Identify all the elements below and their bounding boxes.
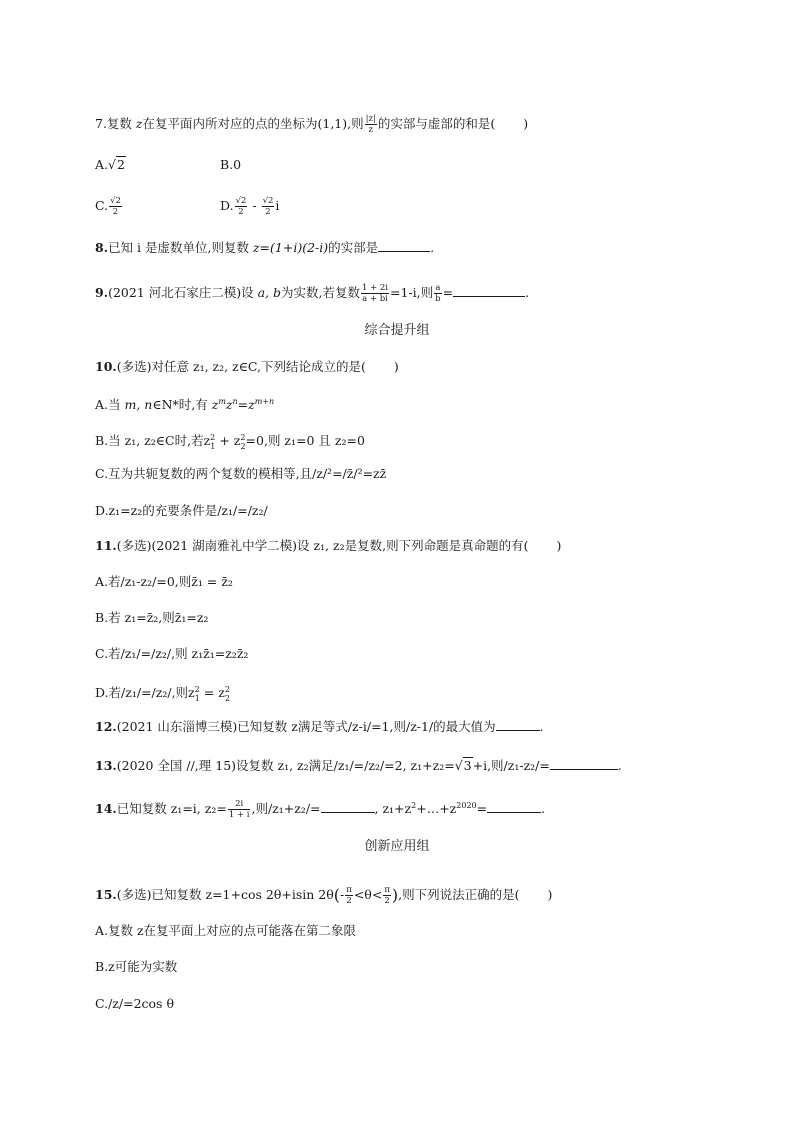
q10-opt-b-a: B.当 z₁, z₂∈C时,若z — [95, 433, 211, 449]
q7-opt-d-frac1 — [235, 196, 248, 217]
q10-number: 10. — [95, 359, 117, 374]
q7-opt-d-i: i — [275, 198, 280, 213]
q10-opt-b-c: =0,则 z₁=0 且 z₂=0 — [245, 433, 365, 449]
q10-text: (多选)对任意 z₁, z₂, z∈C,下列结论成立的是( — [116, 359, 366, 374]
question-12 — [95, 719, 544, 735]
q7-opt-d-frac2 — [262, 196, 275, 217]
q12-answer-blank[interactable] — [496, 729, 540, 731]
q14-text-a: 已知复数 z₁=i, z₂= — [116, 801, 227, 817]
q14-answer-blank-1[interactable] — [321, 811, 375, 813]
q7-opt-c-label: C. — [95, 198, 109, 213]
q7-frac-num: |z| — [365, 114, 376, 124]
q12-text: (2021 山东淄博三模)已知复数 z满足等式/z-i/=1,则/z-1/的最大值为 — [116, 719, 496, 734]
q15-range-minus: - — [340, 887, 345, 902]
q7-option-c — [95, 196, 123, 217]
q13-text-a: (2020 全国 //,理 15)设复数 z₁, z₂满足/z₁/=/z₂/=2, z₁+z₂= — [116, 758, 455, 773]
q7-opt-c-frac — [109, 196, 122, 217]
q7-opt-c-num: √2 — [110, 196, 121, 206]
q10-opt-a-b: m, n — [124, 397, 153, 413]
q7-opt-d-num2: √2 — [262, 196, 274, 206]
q15-text-a: (多选)已知复数 z=1+cos 2θ+isin 2θ — [116, 887, 334, 902]
q9-text-a: (2021 河北石家庄二模)设 — [108, 285, 258, 300]
q10-option-d: D.z₁=z₂的充要条件是/z₁/=/z₂/ — [95, 503, 268, 518]
q14-frac-num: 2i — [228, 799, 251, 810]
q14-text-e: = — [476, 801, 488, 817]
q14-text-c: , z₁+z — [374, 801, 412, 817]
q7-opt-a-rad: 2 — [116, 157, 125, 172]
q11-opt-d-sub2: $^2_2$ — [224, 685, 231, 703]
q7-close: ) — [523, 116, 529, 131]
q11-text: (多选)(2021 湖南雅礼中学二模)设 z₁, z₂是复数,则下列命题是真命题的有( — [116, 538, 529, 553]
q15-number: 15. — [95, 887, 117, 902]
q15-option-b: B.z可能为实数 — [95, 959, 178, 974]
q9-frac-num: 1 + 2i — [361, 283, 389, 293]
q11-option-a: A.若/z₁-z₂/=0,则z̄₁ = z̄₂ — [95, 574, 233, 589]
q9-answer-blank[interactable] — [453, 295, 525, 297]
q8-text-b: 的实部是 — [328, 240, 379, 255]
q7-opt-d-den1: 2 — [238, 207, 244, 217]
q7-fraction — [365, 114, 377, 135]
q10-opt-b-b: + z — [215, 433, 241, 449]
q12-end: . — [539, 719, 544, 734]
q15-option-c: C./z/=2cos θ — [95, 996, 174, 1011]
q11-opt-d-a: D.若/z₁/=/z₂/,则z — [95, 685, 195, 701]
q15-option-a: A.复数 z在复平面上对应的点可能落在第二象限 — [95, 923, 357, 938]
q15-range-close: ) — [391, 885, 399, 905]
q10-option-b — [95, 430, 365, 455]
q13-number: 13. — [95, 758, 117, 773]
q7-option-b: B.0 — [220, 157, 242, 172]
q7-opt-a-sqrt: √2 — [108, 157, 125, 172]
q15-close: ) — [547, 887, 553, 902]
q7-frac-den: z — [368, 125, 373, 135]
q11-opt-d-sub1: $^2_1$ — [194, 685, 200, 703]
q14-text-b: ,则/z₁+z₂/= — [251, 801, 321, 817]
question-13 — [95, 758, 622, 774]
q15-frac-right-num: π — [384, 885, 390, 895]
q9-frac2-num: a — [435, 283, 441, 293]
q8-text-a: 已知 i 是虚数单位,则复数 — [108, 240, 253, 255]
q14-frac-den: 1 + i — [228, 810, 250, 821]
q15-frac-left-num: π — [346, 885, 352, 895]
q14-sup-2020: 2020 — [456, 801, 477, 810]
q11-option-d — [95, 682, 230, 707]
q13-text-b: +i,则/z₁-z₂/= — [472, 758, 550, 773]
q14-text-d: +…+z — [416, 801, 457, 817]
q7-text-b: 在复平面内所对应的点的坐标为(1,1),则 — [142, 116, 364, 131]
q15-lt: <θ< — [353, 887, 383, 902]
q15-frac-right — [383, 885, 391, 906]
q7-opt-d-den2: 2 — [265, 207, 271, 217]
q14-fraction — [228, 799, 251, 820]
q14-end: . — [541, 801, 546, 817]
q15-frac-left — [345, 885, 353, 906]
q15-frac-right-den: 2 — [384, 896, 390, 906]
q11-number: 11. — [95, 538, 117, 553]
q9-text-b: 为实数,若复数 — [280, 285, 360, 300]
q9-frac2-den: b — [435, 294, 441, 304]
q15-frac-left-den: 2 — [346, 896, 352, 906]
section-title-comprehensive: 综合提升组 — [364, 323, 430, 338]
q10-option-a — [95, 394, 274, 413]
q8-expr: z=(1+i)(2-i) — [252, 240, 329, 255]
q10-opt-a-c: ∈N*时,有 — [152, 397, 212, 413]
q8-answer-blank[interactable] — [378, 250, 430, 252]
q10-opt-a-a: A.当 — [95, 397, 125, 413]
question-11 — [95, 538, 561, 554]
q7-text-c: 的实部与虚部的和是( — [377, 116, 496, 131]
q15-text-b: ,则下列说法正确的是( — [398, 887, 520, 902]
q11-option-b: B.若 z₁=z̄₂,则z̄₁=z₂ — [95, 610, 209, 625]
q9-text-c: =1-i,则 — [390, 285, 434, 300]
q10-opt-b-sub2: $^2_2$ — [240, 433, 246, 451]
q9-number: 9. — [95, 285, 109, 300]
q14-sup-2: 2 — [411, 801, 417, 810]
q7-text-a: 7.复数 — [95, 116, 136, 131]
q7-var-z: z — [135, 116, 143, 131]
q7-opt-d-num1: √2 — [235, 196, 247, 206]
question-7 — [95, 114, 528, 135]
q12-number: 12. — [95, 719, 117, 734]
q13-sqrt: √3 — [454, 758, 472, 773]
question-14 — [95, 798, 545, 820]
q15-range: ( — [333, 885, 340, 905]
q9-fraction-ab — [434, 283, 441, 304]
q9-fraction — [361, 283, 389, 304]
q7-option-a — [95, 157, 126, 173]
question-10 — [95, 359, 399, 375]
q10-opt-a-formula: $z^mz^n=z^{m+n}$ — [211, 397, 275, 413]
section-title-innovation: 创新应用组 — [364, 839, 430, 854]
q11-option-c: C.若/z₁/=/z₂/,则 z₁z̄₁=z₂z̄₂ — [95, 646, 249, 661]
q9-end: . — [525, 285, 530, 300]
q10-close: ) — [393, 359, 399, 374]
question-15 — [95, 885, 552, 906]
question-8 — [95, 240, 434, 256]
q11-close: ) — [556, 538, 562, 553]
q9-text-d: = — [442, 285, 454, 300]
q7-opt-a-label: A. — [95, 157, 109, 172]
q14-number: 14. — [95, 801, 117, 817]
q8-end: . — [430, 240, 435, 255]
q10-option-c: C.互为共轭复数的两个复数的模相等,且/z/²=/z̄/²=zz̄ — [95, 466, 387, 481]
q13-rad: 3 — [463, 758, 472, 773]
q10-opt-b-sub1: $^2_1$ — [210, 433, 216, 451]
q7-opt-d-minus: - — [248, 198, 261, 213]
question-9 — [95, 283, 529, 304]
q9-frac-den: a + bi — [362, 294, 388, 304]
q8-number: 8. — [95, 240, 109, 255]
q13-answer-blank[interactable] — [550, 768, 618, 770]
q7-opt-d-label: D. — [220, 198, 234, 213]
q7-opt-c-den: 2 — [112, 207, 119, 217]
q14-answer-blank-2[interactable] — [487, 811, 541, 813]
q7-option-d — [220, 196, 279, 217]
q13-end: . — [617, 758, 622, 773]
q9-ab: a, b — [257, 285, 281, 300]
q11-opt-d-b: = z — [199, 685, 225, 701]
